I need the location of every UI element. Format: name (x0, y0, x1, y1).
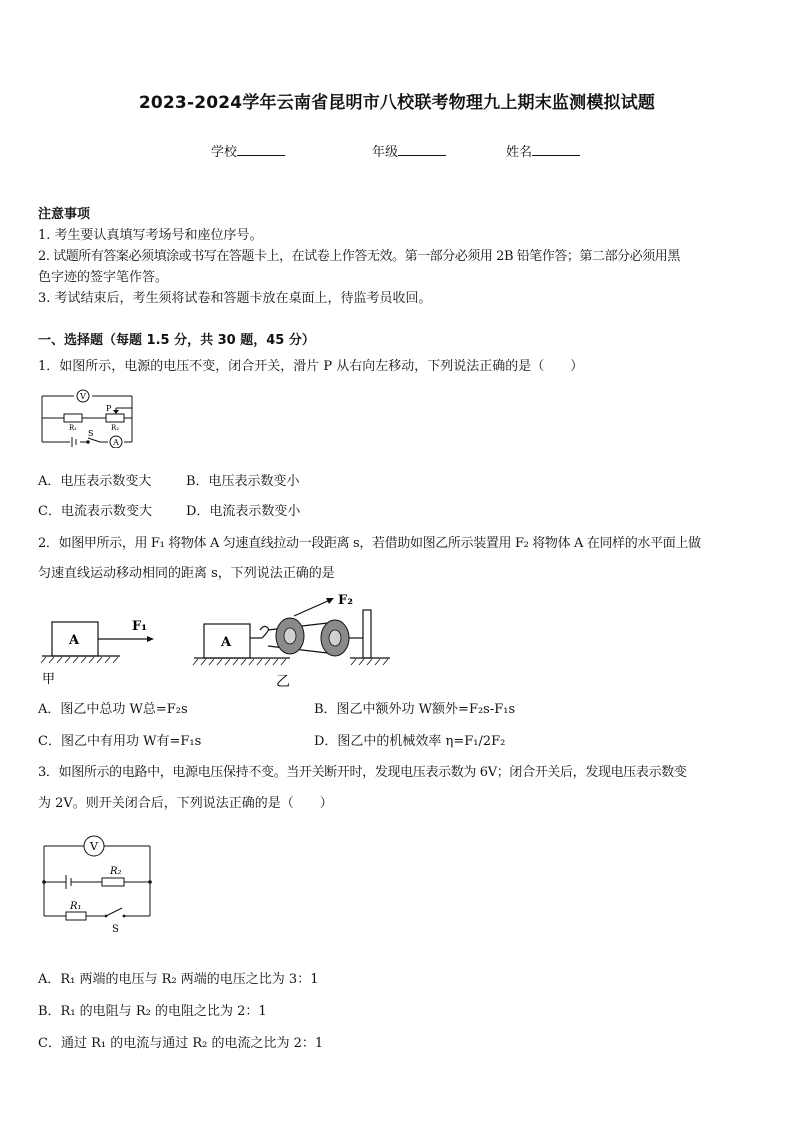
q3-r1-label: R₁ (70, 901, 82, 912)
grade-label: 年级 (372, 145, 399, 160)
school-field[interactable] (211, 141, 285, 160)
q1-circuit-figure (36, 386, 144, 448)
note-item: 1. 考生要认真填写考场号和座位序号。 (38, 228, 263, 243)
q1-option-d[interactable]: D．电流表示数变小 (186, 504, 301, 519)
switch-label: S (88, 429, 94, 438)
yi-block-label: A (221, 635, 232, 650)
q2-figure-jia (38, 608, 156, 688)
jia-block-label: A (69, 633, 80, 648)
voltmeter-label: V (80, 392, 86, 401)
grade-field[interactable] (372, 141, 446, 160)
note-item: 色字迹的签字笔作答。 (38, 270, 169, 285)
r2-label: R₂ (111, 424, 120, 432)
q2-option-a[interactable]: A．图乙中总功 W总=F₂s (38, 702, 188, 717)
f2-label: F₂ (338, 593, 353, 608)
ammeter-label: A (113, 438, 119, 447)
name-blank[interactable] (532, 145, 580, 156)
f1-label: F₁ (132, 619, 147, 634)
q2-stem-line2: 匀速直线运动移动相同的距离 s，下列说法正确的是 (38, 566, 335, 581)
note-item: 3. 考试结束后，考生须将试卷和答题卡放在桌面上，待监考员收回。 (38, 291, 432, 306)
q3-switch-label: S (112, 924, 119, 935)
r1-label: R₁ (69, 424, 78, 432)
q1-option-c[interactable]: C．电流表示数变大 (38, 504, 152, 519)
note-item: 2. 试题所有答案必须填涂或书写在答题卡上，在试卷上作答无效。第一部分必须用 2B 铅笔作答；第二部分必须用黑 (38, 249, 680, 264)
q3-stem-line2: 为 2V。则开关闭合后，下列说法正确的是（ ） (38, 796, 333, 811)
q3-option-a[interactable]: A．R₁ 两端的电压与 R₂ 两端的电压之比为 3：1 (38, 972, 319, 987)
section-heading: 一、选择题（每题 1.5 分，共 30 题，45 分） (38, 333, 315, 348)
q1-stem: 1．如图所示，电源的电压不变，闭合开关，滑片 P 从右向左移动，下列说法正确的是（ ） (38, 359, 584, 374)
q3-circuit-figure (36, 828, 160, 936)
q2-option-d[interactable]: D．图乙中的机械效率 η=F₁/2F₂ (314, 734, 506, 749)
q1-option-a[interactable]: A．电压表示数变大 (38, 474, 152, 489)
jia-caption: 甲 (42, 672, 56, 687)
name-field[interactable] (506, 141, 580, 160)
school-blank[interactable] (237, 145, 285, 156)
q3-r2-label: R₂ (110, 866, 122, 877)
school-label: 学校 (211, 145, 238, 160)
q3-stem-line1: 3．如图所示的电路中，电源电压保持不变。当开关断开时，发现电压表示数为 6V；闭合开关后，发现电压表示数变 (38, 765, 687, 780)
q2-stem-line1: 2．如图甲所示，用 F₁ 将物体 A 匀速直线拉动一段距离 s，若借助如图乙所示装置用 F₂ 将物体 A 在同样的水平面上做 (38, 536, 701, 551)
page-title: 2023-2024学年云南省昆明市八校联考物理九上期末监测模拟试题 (138, 93, 656, 113)
slider-label: P (106, 404, 112, 413)
yi-caption: 乙 (276, 674, 290, 690)
q3-option-b[interactable]: B．R₁ 的电阻与 R₂ 的电阻之比为 2：1 (38, 1004, 267, 1019)
grade-blank[interactable] (398, 145, 446, 156)
q1-option-b[interactable]: B．电压表示数变小 (186, 474, 300, 489)
q3-voltmeter-label: V (90, 840, 98, 853)
notes-heading: 注意事项 (38, 207, 91, 222)
q2-figure-yi (190, 586, 396, 690)
q3-option-c[interactable]: C．通过 R₁ 的电流与通过 R₂ 的电流之比为 2：1 (38, 1036, 324, 1051)
name-label: 姓名 (506, 145, 533, 160)
q2-option-c[interactable]: C．图乙中有用功 W有=F₁s (38, 734, 202, 749)
q2-option-b[interactable]: B．图乙中额外功 W额外=F₂s-F₁s (314, 702, 516, 717)
